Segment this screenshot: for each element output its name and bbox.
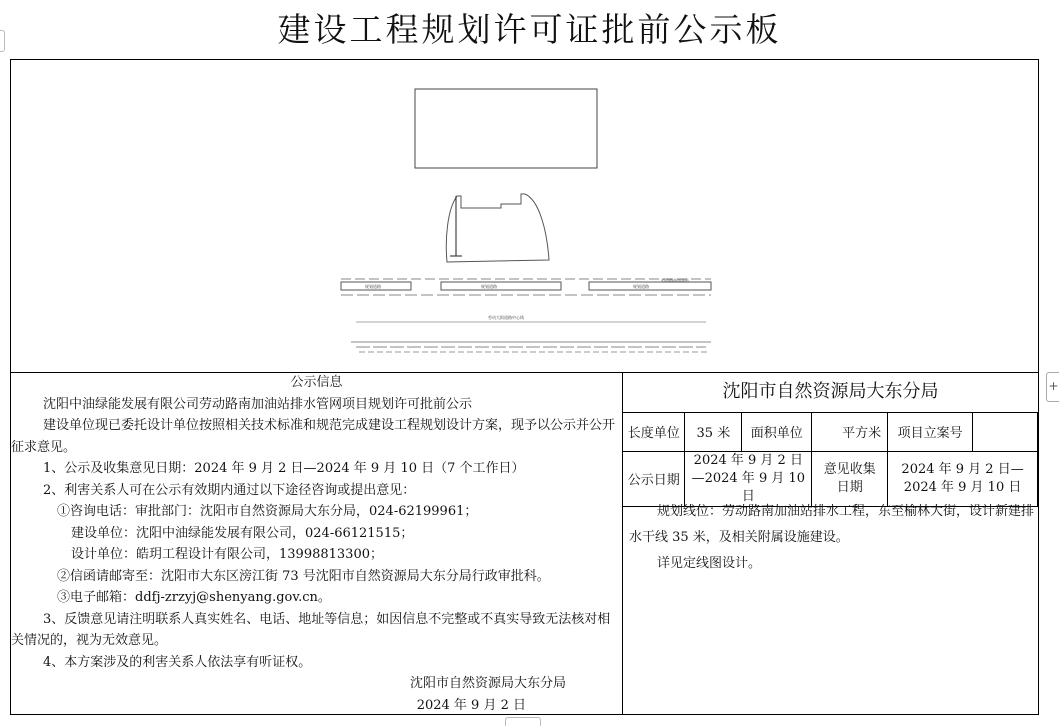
- notice-item-4: 4、本方案涉及的利害关系人依法享有听证权。: [43, 654, 312, 670]
- project-description: [623, 499, 1036, 577]
- consult-phone-designer: 设计单位：皓玥工程设计有限公司，13998813300；: [71, 547, 383, 562]
- area-unit-value: 平方米: [812, 413, 888, 451]
- case-no-value: [973, 413, 1038, 451]
- notice-date-label: 公示日期: [623, 451, 685, 506]
- notice-header: 公示信息: [290, 375, 343, 390]
- notice-item-1: 1、公示及收集意见日期：2024 年 9 月 2 日—2024 年 9 月 10 日（7 个工作日）: [43, 461, 525, 476]
- project-title: 沈阳中油绿能发展有限公司劳动路南加油站排水管网项目规划许可批前公示: [43, 396, 473, 412]
- project-info-panel: [623, 372, 1038, 714]
- opinion-date-value: 2024 年 9 月 2 日—2024 年 9 月 10 日: [888, 451, 1038, 506]
- length-unit-value: 35 米: [685, 413, 742, 451]
- road-label: 规划道路: [633, 284, 649, 289]
- mail-address: ②信函请邮寄至：沈阳市大东区滂江街 73 号沈阳市自然资源局大东分局行政审批科。: [57, 568, 550, 584]
- expand-panel-button[interactable]: +: [1046, 372, 1059, 402]
- notice-date-value: 2024 年 9 月 2 日—2024 年 9 月 10 日: [685, 451, 812, 506]
- case-no-label: 项目立案号: [888, 413, 973, 451]
- notice-signature: 沈阳市自然资源局大东分局: [409, 676, 566, 691]
- notice-date: 2024 年 9 月 2 日: [416, 697, 526, 713]
- email-address: ③电子邮箱：ddfj-zrzyj@shenyang.gov.cn。: [57, 590, 331, 605]
- notice-board: [10, 59, 1039, 715]
- drawing-reference: 详见定线图设计。: [657, 556, 762, 571]
- org-name: 沈阳市自然资源局大东分局: [623, 372, 1038, 413]
- site-label: 劳动路南加油站: [661, 278, 689, 283]
- notice-item-2: 2、利害关系人可在公示有效期内通过以下途径咨询或提出意见：: [43, 482, 416, 498]
- notice-intro: 建设单位现已委托设计单位按照相关技术标准和规范完成建设工程规划设计方案，现予以公示并公开征求意见。: [11, 418, 616, 455]
- road-label: 规划道路: [365, 284, 381, 289]
- public-notice-info: [11, 372, 623, 714]
- page-title: 建设工程规划许可证批前公示板: [277, 10, 782, 49]
- road-label: 规划道路: [481, 284, 497, 289]
- project-info-table: [623, 413, 1038, 507]
- area-unit-label: 面积单位: [742, 413, 812, 451]
- notice-item-3: 3、反馈意见请注明联系人真实姓名、电话、地址等信息；如因信息不完整或不真实导致无法核对相关情况的，视为无效意见。: [11, 611, 611, 648]
- route-description: 规划线位：劳动路南加油站排水工程，东至榆林大街，设计新建排水干线 35 米，及相关附属设施建设。: [629, 504, 1035, 545]
- site-plan-drawing: [11, 60, 1038, 373]
- opinion-date-label: 意见收集日期: [812, 451, 888, 506]
- consult-phone-builder: 建设单位：沈阳中油绿能发展有限公司，024-66121515；: [71, 525, 414, 541]
- length-unit-label: 长度单位: [623, 413, 685, 451]
- consult-phone-approval: ①咨询电话：审批部门：沈阳市自然资源局大东分局，024-62199961；: [57, 504, 478, 519]
- road-centerline-label: 劳动大街道路中心线: [488, 315, 524, 320]
- left-panel-handle[interactable]: [0, 30, 5, 52]
